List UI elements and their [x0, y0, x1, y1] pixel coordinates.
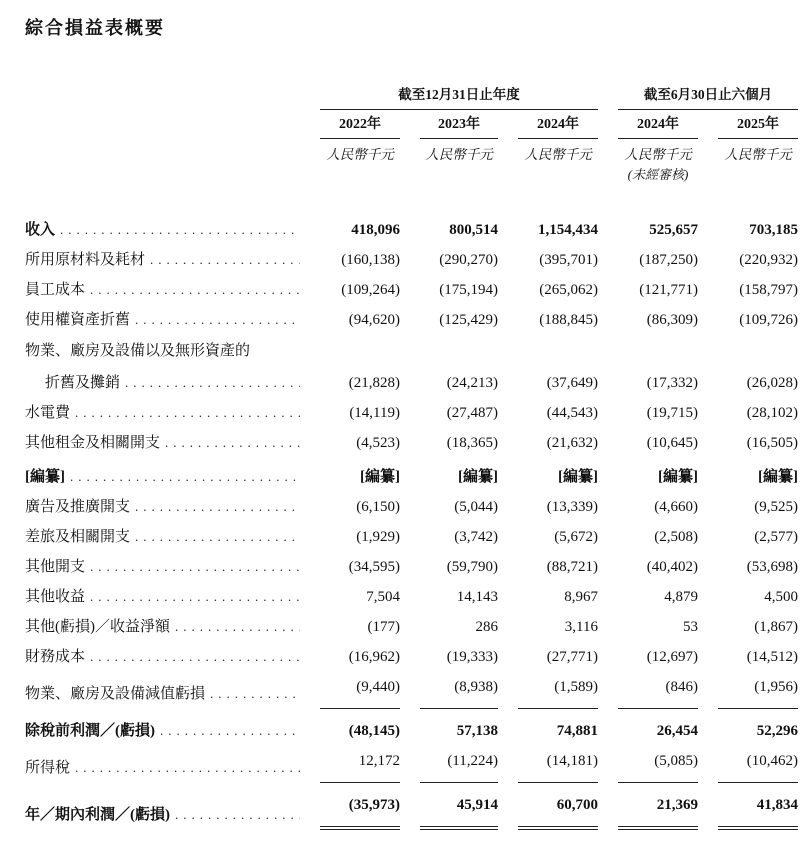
cell-value: 60,700 — [518, 790, 598, 830]
row-label-cell — [25, 428, 300, 458]
cell-value: (21,632) — [546, 435, 598, 451]
cell-value: (16,505) — [746, 435, 798, 451]
audit-note — [420, 180, 498, 183]
row-label: 除稅前利潤／(虧損) — [25, 723, 155, 739]
cell-value: (109,726) — [739, 312, 798, 328]
cell-value: (121,771) — [639, 282, 698, 298]
dot-leader — [160, 716, 300, 746]
row-main-line — [25, 582, 798, 612]
row-label: 差旅及相關開支 — [25, 529, 131, 545]
table-row — [25, 335, 798, 398]
row-main-line — [25, 492, 798, 522]
cell-value: 41,834 — [718, 790, 798, 830]
row-main-line — [25, 215, 798, 245]
cell-value: (48,145) — [348, 723, 400, 739]
cell-value: (4,660) — [654, 499, 698, 515]
cell-value: (17,332) — [646, 375, 698, 391]
row-main-line — [25, 552, 798, 582]
cell-value: (37,649) — [546, 375, 598, 391]
row-main-line — [25, 522, 798, 552]
row-main-line — [25, 398, 798, 428]
cell-value: (1,956) — [718, 672, 798, 709]
year-header-2025: 2025年 — [718, 110, 798, 139]
dot-leader — [90, 642, 300, 672]
dot-leader — [135, 305, 300, 335]
table-row — [25, 672, 798, 709]
year-header-2024-interim: 2024年 — [618, 110, 698, 139]
cell-value: 53 — [683, 619, 698, 635]
row-label-cell — [25, 642, 300, 672]
table-row — [25, 552, 798, 582]
cell-value: (86,309) — [646, 312, 698, 328]
unit-label: 人民幣千元 — [425, 147, 493, 162]
cell-value: 3,116 — [564, 619, 598, 635]
cell-value: (19,715) — [646, 405, 698, 421]
cell-value: (14,119) — [349, 405, 400, 421]
dot-leader — [150, 245, 300, 275]
table-row — [25, 428, 798, 458]
cell-value: (160,138) — [341, 252, 400, 268]
table-row — [25, 305, 798, 335]
row-label: 其他收益 — [25, 589, 86, 605]
cell-value: 26,454 — [656, 723, 698, 739]
cell-value: (26,028) — [746, 375, 798, 391]
cell-value: (8,938) — [420, 672, 498, 709]
row-label: 其他租金及相關開支 — [25, 435, 161, 451]
row-label: 所用原材料及耗材 — [25, 252, 146, 268]
cell-value: (27,771) — [546, 649, 598, 665]
cell-value: (10,462) — [718, 746, 798, 783]
cell-value: 800,514 — [449, 222, 498, 238]
row-label-cell — [25, 753, 300, 783]
cell-value: (2,508) — [654, 529, 698, 545]
cell-value: (34,595) — [348, 559, 400, 575]
row-main-line — [25, 642, 798, 672]
dot-leader — [135, 522, 300, 552]
row-label-cell — [25, 800, 300, 830]
cell-value: 21,369 — [618, 790, 698, 830]
dot-leader — [70, 462, 300, 492]
cell-value: 7,504 — [366, 589, 400, 605]
row-main-line — [25, 245, 798, 275]
row-main-line — [25, 428, 798, 458]
cell-value: 4,500 — [764, 589, 798, 605]
cell-value: (125,429) — [439, 312, 498, 328]
row-label: 其他開支 — [25, 559, 86, 575]
cell-value: (6,150) — [356, 499, 400, 515]
row-label-cell — [25, 522, 300, 552]
row-label: 其他(虧損)／收益淨額 — [25, 619, 170, 635]
table-row — [25, 275, 798, 305]
table-row — [25, 398, 798, 428]
cell-value: (24,213) — [446, 375, 498, 391]
dot-leader — [125, 368, 300, 398]
cell-value: (1,589) — [518, 672, 598, 709]
table-row — [25, 492, 798, 522]
row-label-cell — [25, 398, 300, 428]
cell-value: (14,181) — [518, 746, 598, 783]
row-main-line — [25, 612, 798, 642]
table-row — [25, 582, 798, 612]
cell-value: [編纂] — [360, 469, 400, 485]
cell-value: (188,845) — [539, 312, 598, 328]
dot-leader — [60, 215, 300, 245]
page-title: 綜合損益表概要 — [25, 18, 165, 38]
table-row — [25, 458, 798, 492]
row-label-cell — [25, 215, 300, 245]
row-main-line — [25, 672, 798, 709]
row-main-line — [25, 462, 798, 492]
cell-value: (9,525) — [754, 499, 798, 515]
cell-value: 45,914 — [420, 790, 498, 830]
cell-value: (44,543) — [546, 405, 598, 421]
cell-value: (40,402) — [646, 559, 698, 575]
row-label: 財務成本 — [25, 649, 86, 665]
cell-value: (5,085) — [618, 746, 698, 783]
cell-value: 703,185 — [749, 222, 798, 238]
cell-value: (1,929) — [356, 529, 400, 545]
unit-label: 人民幣千元 — [326, 147, 394, 162]
table-header — [25, 85, 792, 183]
cell-value: (2,577) — [754, 529, 798, 545]
dot-leader — [135, 492, 300, 522]
row-label-cell — [25, 368, 300, 398]
cell-value: 14,143 — [456, 589, 498, 605]
row-main-line — [25, 305, 798, 335]
cell-value: (220,932) — [739, 252, 798, 268]
cell-value: (94,620) — [348, 312, 400, 328]
currency-unit-row — [25, 139, 792, 164]
cell-value: (19,333) — [446, 649, 498, 665]
dot-leader — [175, 612, 300, 642]
table-row — [25, 245, 798, 275]
row-label-cell — [25, 552, 300, 582]
dot-leader — [210, 679, 300, 709]
row-label: 年／期內利潤／(虧損) — [25, 807, 170, 823]
unit-label: 人民幣千元 — [524, 147, 592, 162]
row-label-cell — [25, 716, 300, 746]
table-row — [25, 612, 798, 642]
cell-value: (177) — [367, 619, 400, 635]
period-group-interim: 截至6月30日止六個月 — [618, 85, 798, 110]
row-label-cell — [25, 492, 300, 522]
row-main-line — [25, 746, 798, 783]
table-row — [25, 783, 798, 830]
cell-value: (265,062) — [539, 282, 598, 298]
row-label: 收入 — [25, 222, 56, 238]
row-main-line — [25, 275, 798, 305]
cell-value: [編纂] — [658, 469, 698, 485]
row-main-line — [25, 716, 798, 746]
row-label: 所得稅 — [25, 760, 71, 776]
cell-value: (12,697) — [646, 649, 698, 665]
table-body — [25, 215, 798, 830]
cell-value: [編纂] — [558, 469, 598, 485]
cell-value: 57,138 — [456, 723, 498, 739]
row-label-cell — [25, 462, 300, 492]
audit-note — [718, 180, 798, 183]
row-label: 水電費 — [25, 405, 71, 421]
cell-value: (5,044) — [454, 499, 498, 515]
unit-label: 人民幣千元 — [724, 147, 792, 162]
cell-value: (175,194) — [439, 282, 498, 298]
cell-value: 1,154,434 — [538, 222, 598, 238]
dot-leader — [90, 582, 300, 612]
cell-value: 525,657 — [649, 222, 698, 238]
cell-value: (1,867) — [754, 619, 798, 635]
year-header-row — [25, 110, 778, 139]
cell-value: 12,172 — [320, 746, 400, 783]
table-row — [25, 746, 798, 783]
cell-value: 418,096 — [351, 222, 400, 238]
cell-value: (395,701) — [539, 252, 598, 268]
cell-value: (35,973) — [320, 790, 400, 830]
table-row — [25, 215, 798, 245]
dot-leader — [90, 275, 300, 305]
year-header-2022: 2022年 — [320, 110, 400, 139]
cell-value: (59,790) — [446, 559, 498, 575]
row-label: 廣告及推廣開支 — [25, 499, 131, 515]
audit-note — [320, 180, 400, 183]
cell-value: 74,881 — [556, 723, 598, 739]
row-label-cell — [25, 245, 300, 275]
period-group-row — [25, 85, 778, 110]
cell-value: (16,962) — [348, 649, 400, 665]
row-label-cell — [25, 612, 300, 642]
row-label-cell — [25, 679, 300, 709]
dot-leader — [75, 753, 300, 783]
table-row — [25, 709, 798, 746]
cell-value: (18,365) — [446, 435, 498, 451]
audit-note — [518, 180, 598, 183]
cell-value: 52,296 — [756, 723, 798, 739]
cell-value: (28,102) — [746, 405, 798, 421]
cell-value: 286 — [475, 619, 498, 635]
row-label: 折舊及攤銷 — [45, 375, 121, 391]
cell-value: [編纂] — [458, 469, 498, 485]
row-main-line — [25, 368, 798, 398]
cell-value: (11,224) — [420, 746, 498, 783]
row-label-cell — [25, 275, 300, 305]
cell-value: (158,797) — [739, 282, 798, 298]
cell-value: 4,879 — [664, 589, 698, 605]
table-row — [25, 522, 798, 552]
audit-note-row — [25, 164, 778, 183]
year-header-2024: 2024年 — [518, 110, 598, 139]
table-row — [25, 642, 798, 672]
cell-value: (10,645) — [646, 435, 698, 451]
cell-value: (187,250) — [639, 252, 698, 268]
row-label: [編纂] — [25, 469, 65, 485]
cell-value: (13,339) — [546, 499, 598, 515]
row-pre-label: 物業、廠房及設備以及無形資產的 — [25, 343, 251, 359]
cell-value: [編纂] — [758, 469, 798, 485]
period-group-annual: 截至12月31日止年度 — [320, 85, 598, 110]
unit-label: 人民幣千元 — [624, 147, 692, 162]
row-main-line — [25, 790, 798, 830]
dot-leader — [90, 552, 300, 582]
row-label-cell — [25, 582, 300, 612]
cell-value: (3,742) — [454, 529, 498, 545]
cell-value: (4,523) — [356, 435, 400, 451]
cell-value: (846) — [618, 672, 698, 709]
cell-value: (5,672) — [554, 529, 598, 545]
row-label: 員工成本 — [25, 282, 86, 298]
row-label: 使用權資產折舊 — [25, 312, 131, 328]
cell-value: (14,512) — [746, 649, 798, 665]
cell-value: (109,264) — [341, 282, 400, 298]
dot-leader — [175, 800, 300, 830]
cell-value: 8,967 — [564, 589, 598, 605]
dot-leader — [165, 428, 300, 458]
cell-value: (88,721) — [546, 559, 598, 575]
unaudited-note: (未經審核) — [627, 167, 689, 182]
cell-value: (53,698) — [746, 559, 798, 575]
year-header-2023: 2023年 — [420, 110, 498, 139]
dot-leader — [75, 398, 300, 428]
row-label: 物業、廠房及設備減值虧損 — [25, 686, 206, 702]
cell-value: (290,270) — [439, 252, 498, 268]
row-label-cell — [25, 305, 300, 335]
cell-value: (21,828) — [348, 375, 400, 391]
cell-value: (27,487) — [446, 405, 498, 421]
cell-value: (9,440) — [320, 672, 400, 709]
